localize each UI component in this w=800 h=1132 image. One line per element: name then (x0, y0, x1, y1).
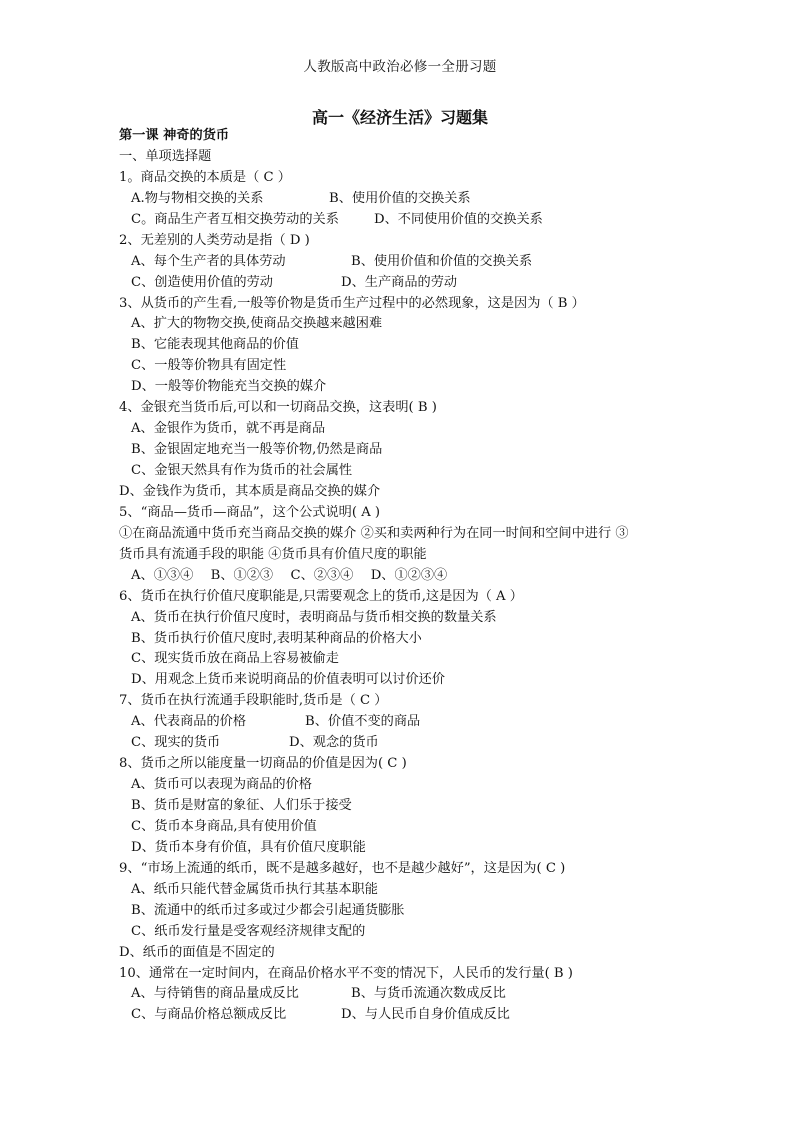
option-line: D、货币本身有价值，具有价值尺度职能 (131, 839, 366, 855)
option-line: D、用观念上货币来说明商品的价值表明可以讨价还价 (131, 672, 445, 688)
option-line: A、金银作为货币，就不再是商品 (131, 421, 326, 437)
option-text: A、与待销售的商品量成反比 (131, 986, 299, 1002)
section-heading: 一、单项选择题 (119, 148, 212, 164)
option-text: C、创造使用价值的劳动 (131, 274, 273, 290)
question-block (119, 587, 699, 692)
option-text: D、生产商品的劳动 (341, 274, 458, 290)
option-line: C、纸币发行量是受客观经济规律支配的 (131, 923, 366, 939)
question-stem: 1。商品交换的本质是（ C ） (119, 169, 291, 185)
option-line: A、纸币只能代替金属货币执行其基本职能 (131, 881, 378, 897)
lesson-title: 第一课 神奇的货币 (119, 128, 230, 143)
option-row (119, 712, 699, 733)
question-stem: 7、货币在执行流通手段职能时,货币是（ C ） (119, 693, 388, 709)
question-block (119, 168, 699, 231)
option-text: D、与人民币自身价值成反比 (341, 1007, 510, 1023)
option-line: B、货币是财富的象征、人们乐于接受 (131, 798, 352, 813)
statement-line: ①在商品流通中货币充当商品交换的媒介 ②买和卖两种行为在同一时间和空间中进行 ③ (119, 525, 629, 541)
option-line: B、金银固定地充当一般等价物,仍然是商品 (131, 442, 383, 458)
option-row (119, 1005, 699, 1026)
option-line: A、扩大的物物交换,使商品交换越来越困难 (131, 316, 383, 332)
question-stem: 6、货币在执行价值尺度职能是,只需要观念上的货币,这是因为（ A ） (119, 588, 523, 604)
option-text: C、现实的货币 (131, 735, 221, 751)
option-line: D、纸币的面值是不固定的 (119, 944, 275, 960)
question-stem: 10、通常在一定时间内，在商品价格水平不变的情况下，人民币的发行量( B ) (119, 965, 573, 981)
option-row (119, 984, 699, 1005)
choice-line: A、①③④ B、①②③ C、②③④ D、①②③④ (131, 567, 448, 583)
option-text: B、使用价值的交换关系 (329, 190, 471, 206)
question-block (119, 294, 699, 399)
option-line: D、一般等价物能充当交换的媒介 (131, 379, 327, 395)
question-stem: 2、无差别的人类劳动是指（ D ) (119, 232, 310, 248)
option-row (119, 252, 699, 273)
option-text: A、代表商品的价格 (131, 714, 247, 730)
option-row (119, 189, 699, 210)
option-text: B、使用价值和价值的交换关系 (351, 253, 533, 269)
question-block (119, 754, 699, 859)
question-stem: 3、从货币的产生看,一般等价物是货币生产过程中的必然现象，这是因为（ B ） (119, 295, 585, 311)
question-stem: 4、金银充当货币后,可以和一切商品交换，这表明( B ) (119, 400, 437, 416)
option-row (119, 733, 699, 754)
option-line: B、它能表现其他商品的价值 (131, 337, 299, 353)
option-text: A.物与物相交换的关系 (131, 190, 264, 206)
option-text: B、价值不变的商品 (305, 714, 421, 730)
question-block (119, 503, 699, 587)
document-content (119, 126, 699, 1026)
question-block (119, 691, 699, 754)
option-line: C、金银天然具有作为货币的社会属性 (131, 463, 353, 478)
option-text: C、与商品价格总额成反比 (131, 1007, 287, 1023)
question-block (119, 859, 699, 964)
document-title: 高一《经济生活》习题集 (311, 108, 488, 127)
option-line: B、货币执行价值尺度时,表明某种商品的价格大小 (131, 630, 422, 646)
option-text: B、与货币流通次数成反比 (351, 986, 506, 1002)
question-block (119, 231, 699, 294)
option-text: A、每个生产者的具体劳动 (131, 253, 286, 269)
option-line: C、货币本身商品,具有使用价值 (131, 818, 317, 834)
option-line: A、货币在执行价值尺度时，表明商品与货币相交换的数量关系 (131, 609, 497, 625)
option-line: D、金钱作为货币，其本质是商品交换的媒介 (119, 483, 381, 499)
statement-line: 货币具有流通手段的职能 ④货币具有价值尺度的职能 (119, 546, 427, 562)
option-text: C。商品生产者互相交换劳动的关系 (131, 211, 339, 227)
question-stem: 8、货币之所以能度量一切商品的价值是因为( C ) (119, 756, 407, 772)
question-block (119, 964, 699, 1027)
option-text: D、不同使用价值的交换关系 (374, 211, 543, 227)
option-line: A、货币可以表现为商品的价格 (131, 777, 312, 793)
option-row (119, 210, 699, 231)
option-line: C、现实货币放在商品上容易被偷走 (131, 651, 339, 667)
question-block (119, 398, 699, 503)
question-stem: 9、“市场上流通的纸币，既不是越多越好，也不是越少越好”，这是因为( C ) (119, 860, 566, 876)
page-header: 人教版高中政治必修一全册习题 (303, 59, 497, 75)
option-line: B、流通中的纸币过多或过少都会引起通货膨胀 (131, 902, 405, 918)
option-line: C、一般等价物具有固定性 (131, 358, 287, 374)
question-stem: 5、“商品—货币—商品”，这个公式说明( A ) (119, 504, 381, 520)
option-text: D、观念的货币 (289, 735, 379, 751)
option-row (119, 273, 699, 294)
